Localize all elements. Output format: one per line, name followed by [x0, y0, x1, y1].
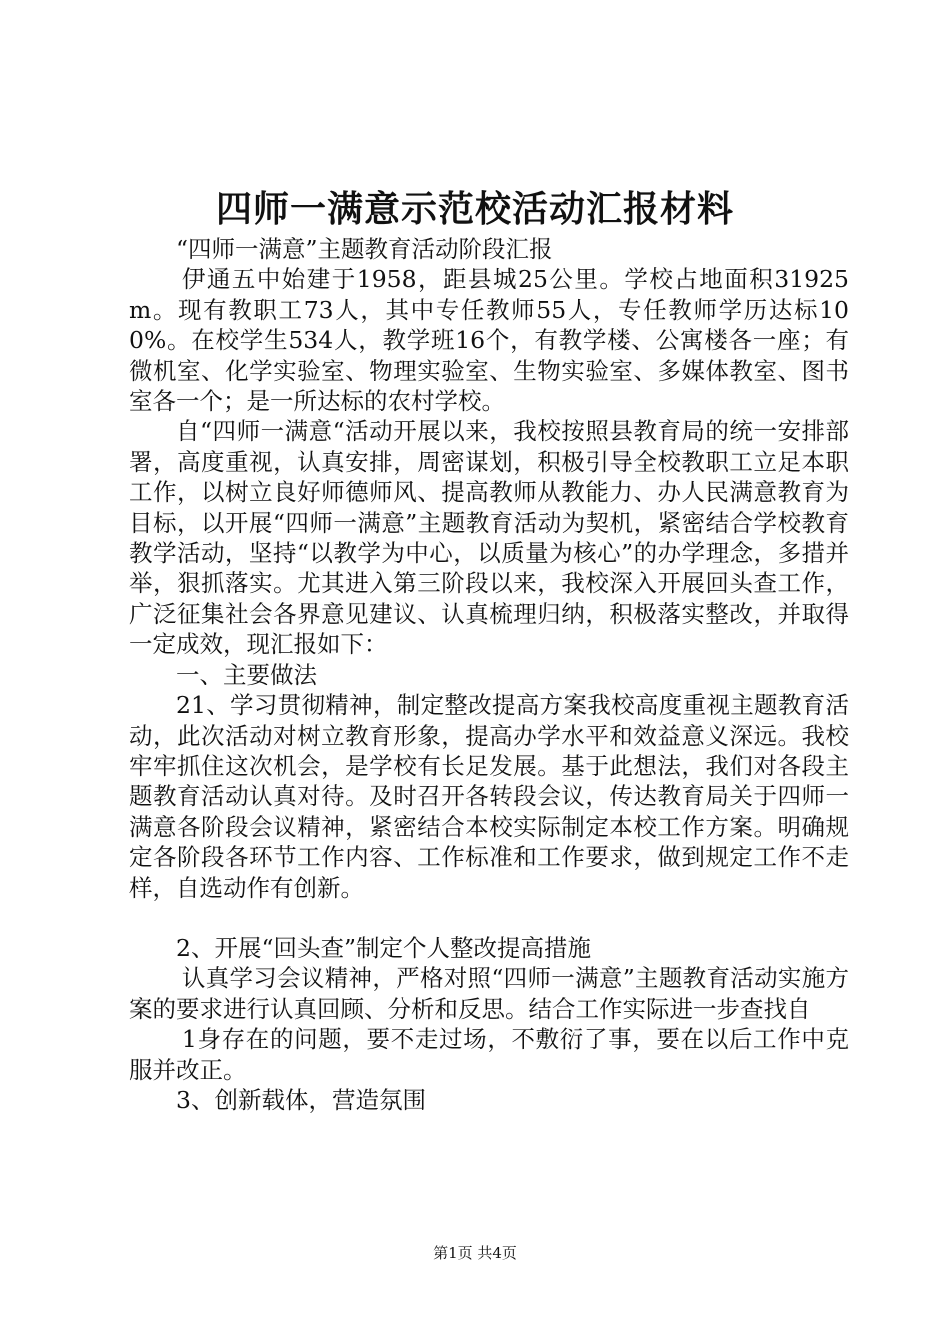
document-body	[129, 234, 849, 1115]
paragraph-item-1: 21、学习贯彻精神，制定整改提高方案我校高度重视主题教育活动，此次活动对树立教育形象，提高办学水平和效益意义深远。我校牢牢抓住这次机会，是学校有长足发展。基于此想法，我们对各段主题教育活动认真对待。及时召开各转段会议，传达教育局关于四师一满意各阶段会议精神，紧密结合本校实际制定本校工作方案。明确规定各阶段各环节工作内容、工作标准和工作要求，做到规定工作不走样，自选动作有创新。	[129, 691, 849, 902]
subheading-item-3: 3、创新载体，营造氛围	[176, 1085, 426, 1114]
paragraph-subtitle: “四师一满意”主题教育活动阶段汇报	[176, 235, 553, 263]
paragraph-item-2-body: 认真学习会议精神，严格对照“四师一满意”主题教育活动实施方案的要求进行认真回顾、分析和反思。结合工作实际进一步查找自	[129, 964, 849, 1023]
paragraph-school-intro: 伊通五中始建于1958，距县城25公里。学校占地面积31925m。现有教职工73人，其中专任教师55人，专任教师学历达标100%。在校学生534人，教学班16个，有教学楼、公寓楼各一座；有微机室、化学实验室、物理实验室、生物实验室、多媒体教室、图书室各一个；是一所达标的农村学校。	[129, 265, 849, 416]
document-title: 四师一满意示范校活动汇报材料	[215, 188, 734, 230]
subheading-item-2: 2、开展“回头查”制定个人整改提高措施	[176, 933, 591, 962]
page-number-footer: 第1页 共4页	[433, 1244, 517, 1262]
paragraph-activity-overview: 自“四师一满意“活动开展以来，我校按照县教育局的统一安排部署，高度重视，认真安排，周密谋划，积极引导全校教职工立足本职工作，以树立良好师德师风、提高教师从教能力、办人民满意教育为目标，以开展“四师一满意”主题教育活动为契机，紧密结合学校教育教学活动，坚持“以教学为中心，以质量为核心”的办学理念，多措并举，狠抓落实。尤其进入第三阶段以来，我校深入开展回头查工作，广泛征集社会各界意见建议、认真梳理归纳，积极落实整改，并取得一定成效，现汇报如下：	[129, 417, 849, 659]
section-heading-main-methods: 一、主要做法	[176, 660, 317, 689]
paragraph-item-2-continued: 1身存在的问题，要不走过场，不敷衍了事，要在以后工作中克服并改正。	[129, 1025, 849, 1084]
